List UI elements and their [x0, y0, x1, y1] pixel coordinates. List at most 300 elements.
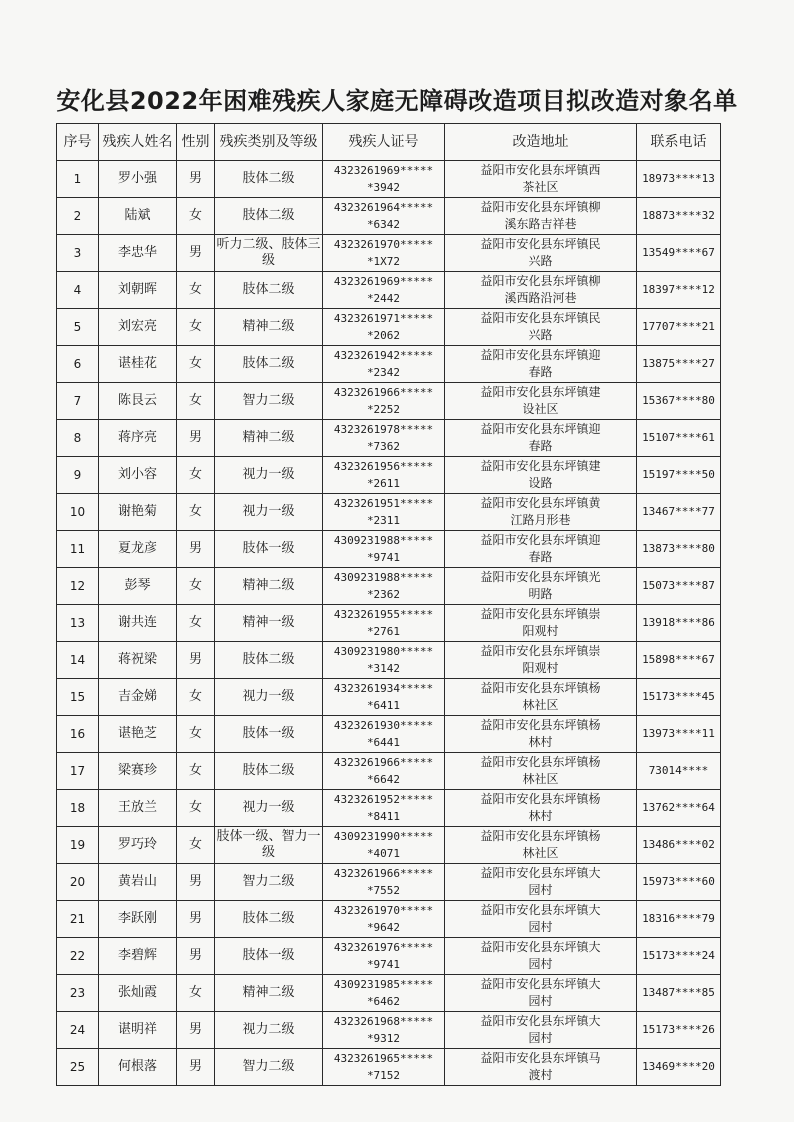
cell-certificate-number	[323, 420, 445, 457]
table-row	[57, 568, 721, 605]
table-row	[57, 1049, 721, 1086]
certificate-number-line-1: 4323261966*****	[333, 867, 434, 880]
cell-phone: 15898****67	[637, 642, 721, 679]
cell-phone: 13918****86	[637, 605, 721, 642]
cell-disability-type: 智力二级	[215, 864, 323, 901]
cell-address	[445, 938, 637, 975]
cell-certificate-number	[323, 198, 445, 235]
cell-address	[445, 420, 637, 457]
cell-disability-type: 肢体一级	[215, 938, 323, 975]
cell-sex: 女	[177, 827, 215, 864]
cell-name: 罗小强	[99, 161, 177, 198]
cell-disability-type: 视力二级	[215, 1012, 323, 1049]
cell-address	[445, 753, 637, 790]
cell-name: 王放兰	[99, 790, 177, 827]
cell-name: 谢共连	[99, 605, 177, 642]
cell-sex: 男	[177, 864, 215, 901]
table-row	[57, 642, 721, 679]
cell-certificate-number	[323, 383, 445, 420]
cell-serial-number: 25	[57, 1049, 99, 1086]
cell-disability-type: 肢体二级	[215, 642, 323, 679]
cell-serial-number: 11	[57, 531, 99, 568]
cell-phone: 18973****13	[637, 161, 721, 198]
address-line-1: 益阳市安化县东坪镇迎	[480, 533, 601, 547]
cell-certificate-number	[323, 1049, 445, 1086]
cell-disability-type: 肢体二级	[215, 753, 323, 790]
cell-certificate-number	[323, 975, 445, 1012]
table-row	[57, 827, 721, 864]
table-row	[57, 975, 721, 1012]
cell-address	[445, 864, 637, 901]
cell-disability-type: 听力二级、肢体三级	[215, 235, 323, 272]
table-row	[57, 716, 721, 753]
cell-serial-number: 20	[57, 864, 99, 901]
address-line-1: 益阳市安化县东坪镇杨	[480, 829, 601, 843]
table-header-row	[57, 124, 721, 161]
certificate-number-line-1: 4309231980*****	[333, 645, 434, 658]
cell-serial-number: 14	[57, 642, 99, 679]
table-row	[57, 605, 721, 642]
cell-serial-number: 23	[57, 975, 99, 1012]
address-line-2: 林社区	[522, 698, 559, 712]
certificate-number-line-2: *3942	[366, 181, 401, 194]
document-title: 安化县2022年困难残疾人家庭无障碍改造项目拟改造对象名单	[56, 87, 738, 115]
cell-phone: 73014****	[637, 753, 721, 790]
table-row	[57, 272, 721, 309]
table-row	[57, 309, 721, 346]
cell-phone: 18397****12	[637, 272, 721, 309]
cell-name: 刘小容	[99, 457, 177, 494]
cell-address	[445, 309, 637, 346]
certificate-number-line-1: 4309231985*****	[333, 978, 434, 991]
address-line-2: 园村	[528, 920, 553, 934]
cell-serial-number: 4	[57, 272, 99, 309]
certificate-number-line-1: 4323261976*****	[333, 941, 434, 954]
cell-sex: 男	[177, 161, 215, 198]
cell-address	[445, 642, 637, 679]
address-line-1: 益阳市安化县东坪镇大	[480, 866, 601, 880]
cell-serial-number: 16	[57, 716, 99, 753]
cell-disability-type: 肢体一级	[215, 531, 323, 568]
cell-certificate-number	[323, 309, 445, 346]
cell-name: 陈艮云	[99, 383, 177, 420]
cell-certificate-number	[323, 531, 445, 568]
header-name: 残疾人姓名	[99, 124, 177, 161]
cell-phone: 13467****77	[637, 494, 721, 531]
table-row	[57, 457, 721, 494]
cell-serial-number: 2	[57, 198, 99, 235]
address-line-2: 明路	[528, 587, 553, 601]
cell-certificate-number	[323, 272, 445, 309]
address-line-1: 益阳市安化县东坪镇崇	[480, 607, 601, 621]
address-line-1: 益阳市安化县东坪镇柳	[480, 274, 601, 288]
cell-certificate-number	[323, 457, 445, 494]
cell-certificate-number	[323, 938, 445, 975]
cell-name: 蒋祝梁	[99, 642, 177, 679]
cell-address	[445, 457, 637, 494]
cell-sex: 男	[177, 1012, 215, 1049]
cell-sex: 女	[177, 494, 215, 531]
cell-sex: 女	[177, 605, 215, 642]
cell-serial-number: 3	[57, 235, 99, 272]
cell-name: 梁赛珍	[99, 753, 177, 790]
table-row	[57, 938, 721, 975]
table-row	[57, 198, 721, 235]
table-row	[57, 1012, 721, 1049]
table-row	[57, 679, 721, 716]
header-disability-type: 残疾类别及等级	[215, 124, 323, 161]
address-line-1: 益阳市安化县东坪镇大	[480, 940, 601, 954]
header-phone: 联系电话	[637, 124, 721, 161]
cell-name: 陆斌	[99, 198, 177, 235]
certificate-number-line-1: 4323261964*****	[333, 201, 434, 214]
certificate-number-line-2: *3142	[366, 662, 401, 675]
certificate-number-line-1: 4323261956*****	[333, 460, 434, 473]
cell-disability-type: 精神一级	[215, 605, 323, 642]
address-line-2: 阳观村	[522, 624, 559, 638]
certificate-number-line-1: 4323261942*****	[333, 349, 434, 362]
address-line-2: 林村	[528, 735, 553, 749]
certificate-number-line-1: 4323261969*****	[333, 275, 434, 288]
cell-address	[445, 605, 637, 642]
cell-phone: 15107****61	[637, 420, 721, 457]
cell-sex: 女	[177, 975, 215, 1012]
cell-certificate-number	[323, 161, 445, 198]
table-row	[57, 753, 721, 790]
address-line-1: 益阳市安化县东坪镇建	[480, 459, 601, 473]
certificate-number-line-1: 4309231990*****	[333, 830, 434, 843]
cell-name: 吉金娣	[99, 679, 177, 716]
cell-certificate-number	[323, 864, 445, 901]
certificate-number-line-1: 4323261951*****	[333, 497, 434, 510]
certificate-number-line-1: 4323261952*****	[333, 793, 434, 806]
cell-certificate-number	[323, 827, 445, 864]
cell-name: 谌艳芝	[99, 716, 177, 753]
cell-serial-number: 22	[57, 938, 99, 975]
cell-certificate-number	[323, 753, 445, 790]
address-line-2: 阳观村	[522, 661, 559, 675]
certificate-number-line-2: *2342	[366, 366, 401, 379]
cell-address	[445, 827, 637, 864]
certificate-number-line-2: *8411	[366, 810, 401, 823]
cell-phone: 13873****80	[637, 531, 721, 568]
cell-sex: 女	[177, 568, 215, 605]
cell-certificate-number	[323, 901, 445, 938]
address-line-2: 茶社区	[522, 180, 559, 194]
cell-sex: 女	[177, 457, 215, 494]
cell-sex: 女	[177, 198, 215, 235]
certificate-number-line-2: *7152	[366, 1069, 401, 1082]
cell-phone: 13469****20	[637, 1049, 721, 1086]
cell-phone: 18873****32	[637, 198, 721, 235]
address-line-2: 园村	[528, 994, 553, 1008]
certificate-number-line-1: 4323261978*****	[333, 423, 434, 436]
certificate-number-line-1: 4323261970*****	[333, 904, 434, 917]
cell-serial-number: 12	[57, 568, 99, 605]
cell-serial-number: 15	[57, 679, 99, 716]
cell-address	[445, 531, 637, 568]
cell-disability-type: 肢体一级	[215, 716, 323, 753]
cell-certificate-number	[323, 568, 445, 605]
certificate-number-line-2: *9741	[366, 551, 401, 564]
certificate-number-line-1: 4323261966*****	[333, 386, 434, 399]
table-row	[57, 901, 721, 938]
cell-address	[445, 272, 637, 309]
certificate-number-line-1: 4323261934*****	[333, 682, 434, 695]
address-line-2: 渡村	[528, 1068, 553, 1082]
table-row	[57, 790, 721, 827]
cell-name: 谢艳菊	[99, 494, 177, 531]
cell-name: 蒋序亮	[99, 420, 177, 457]
address-line-2: 林村	[528, 809, 553, 823]
cell-name: 李碧辉	[99, 938, 177, 975]
cell-name: 李跃刚	[99, 901, 177, 938]
address-line-1: 益阳市安化县东坪镇柳	[480, 200, 601, 214]
cell-certificate-number	[323, 642, 445, 679]
address-line-1: 益阳市安化县东坪镇大	[480, 977, 601, 991]
cell-serial-number: 9	[57, 457, 99, 494]
certificate-number-line-2: *2062	[366, 329, 401, 342]
cell-serial-number: 1	[57, 161, 99, 198]
cell-name: 何根落	[99, 1049, 177, 1086]
cell-sex: 女	[177, 309, 215, 346]
cell-name: 谌明祥	[99, 1012, 177, 1049]
cell-sex: 男	[177, 938, 215, 975]
cell-certificate-number	[323, 605, 445, 642]
cell-sex: 男	[177, 420, 215, 457]
certificate-number-line-2: *2611	[366, 477, 401, 490]
cell-address	[445, 568, 637, 605]
cell-phone: 15173****24	[637, 938, 721, 975]
address-line-1: 益阳市安化县东坪镇大	[480, 1014, 601, 1028]
cell-disability-type: 精神二级	[215, 975, 323, 1012]
cell-name: 刘宏亮	[99, 309, 177, 346]
header-certificate-number: 残疾人证号	[323, 124, 445, 161]
cell-phone: 17707****21	[637, 309, 721, 346]
address-line-1: 益阳市安化县东坪镇杨	[480, 681, 601, 695]
certificate-number-line-1: 4323261930*****	[333, 719, 434, 732]
certificate-number-line-2: *4071	[366, 847, 401, 860]
certificate-number-line-1: 4309231988*****	[333, 571, 434, 584]
cell-disability-type: 肢体二级	[215, 198, 323, 235]
cell-phone: 13487****85	[637, 975, 721, 1012]
cell-serial-number: 10	[57, 494, 99, 531]
address-line-2: 林社区	[522, 772, 559, 786]
address-line-1: 益阳市安化县东坪镇黄	[480, 496, 601, 510]
address-line-2: 林社区	[522, 846, 559, 860]
address-line-1: 益阳市安化县东坪镇崇	[480, 644, 601, 658]
header-sex: 性别	[177, 124, 215, 161]
certificate-number-line-2: *2362	[366, 588, 401, 601]
cell-phone: 15973****60	[637, 864, 721, 901]
cell-sex: 男	[177, 901, 215, 938]
table-row	[57, 420, 721, 457]
cell-serial-number: 13	[57, 605, 99, 642]
address-line-1: 益阳市安化县东坪镇民	[480, 237, 601, 251]
cell-sex: 女	[177, 383, 215, 420]
cell-sex: 女	[177, 272, 215, 309]
cell-address	[445, 494, 637, 531]
address-line-1: 益阳市安化县东坪镇大	[480, 903, 601, 917]
address-line-1: 益阳市安化县东坪镇马	[480, 1051, 601, 1065]
address-line-2: 兴路	[528, 328, 553, 342]
cell-certificate-number	[323, 235, 445, 272]
certificate-number-line-2: *9741	[366, 958, 401, 971]
cell-serial-number: 8	[57, 420, 99, 457]
certificate-number-line-2: *2311	[366, 514, 401, 527]
cell-disability-type: 肢体二级	[215, 346, 323, 383]
cell-sex: 男	[177, 235, 215, 272]
cell-certificate-number	[323, 346, 445, 383]
cell-phone: 13486****02	[637, 827, 721, 864]
certificate-number-line-2: *6642	[366, 773, 401, 786]
address-line-1: 益阳市安化县东坪镇西	[480, 163, 601, 177]
cell-certificate-number	[323, 716, 445, 753]
certificate-number-line-2: *1X72	[366, 255, 401, 268]
cell-disability-type: 肢体二级	[215, 901, 323, 938]
cell-serial-number: 17	[57, 753, 99, 790]
address-line-1: 益阳市安化县东坪镇杨	[480, 755, 601, 769]
cell-address	[445, 235, 637, 272]
certificate-number-line-2: *7362	[366, 440, 401, 453]
cell-disability-type: 肢体一级、智力一级	[215, 827, 323, 864]
cell-address	[445, 198, 637, 235]
cell-serial-number: 24	[57, 1012, 99, 1049]
address-line-2: 春路	[528, 365, 553, 379]
cell-certificate-number	[323, 679, 445, 716]
header-serial-number: 序号	[57, 124, 99, 161]
cell-sex: 女	[177, 716, 215, 753]
cell-serial-number: 7	[57, 383, 99, 420]
cell-address	[445, 679, 637, 716]
cell-phone: 15173****45	[637, 679, 721, 716]
cell-sex: 男	[177, 1049, 215, 1086]
cell-address	[445, 716, 637, 753]
address-line-1: 益阳市安化县东坪镇杨	[480, 718, 601, 732]
cell-disability-type: 视力一级	[215, 457, 323, 494]
cell-address	[445, 901, 637, 938]
cell-address	[445, 975, 637, 1012]
cell-name: 罗巧玲	[99, 827, 177, 864]
cell-certificate-number	[323, 790, 445, 827]
cell-phone: 13762****64	[637, 790, 721, 827]
address-line-1: 益阳市安化县东坪镇建	[480, 385, 601, 399]
cell-name: 彭琴	[99, 568, 177, 605]
cell-name: 李忠华	[99, 235, 177, 272]
cell-sex: 女	[177, 790, 215, 827]
certificate-number-line-2: *6342	[366, 218, 401, 231]
recipient-table	[56, 123, 721, 1086]
cell-disability-type: 肢体二级	[215, 161, 323, 198]
certificate-number-line-1: 4323261965*****	[333, 1052, 434, 1065]
cell-serial-number: 6	[57, 346, 99, 383]
table-row	[57, 864, 721, 901]
table-row	[57, 383, 721, 420]
address-line-2: 溪东路吉祥巷	[504, 217, 577, 231]
address-line-2: 设社区	[522, 402, 559, 416]
cell-phone: 13875****27	[637, 346, 721, 383]
cell-disability-type: 视力一级	[215, 790, 323, 827]
address-line-2: 兴路	[528, 254, 553, 268]
cell-sex: 男	[177, 642, 215, 679]
cell-disability-type: 精神二级	[215, 420, 323, 457]
cell-phone: 15173****26	[637, 1012, 721, 1049]
table-row	[57, 235, 721, 272]
cell-disability-type: 精神二级	[215, 568, 323, 605]
certificate-number-line-1: 4323261970*****	[333, 238, 434, 251]
address-line-1: 益阳市安化县东坪镇杨	[480, 792, 601, 806]
cell-serial-number: 21	[57, 901, 99, 938]
certificate-number-line-2: *9642	[366, 921, 401, 934]
certificate-number-line-2: *2761	[366, 625, 401, 638]
cell-address	[445, 161, 637, 198]
cell-address	[445, 1012, 637, 1049]
certificate-number-line-1: 4323261955*****	[333, 608, 434, 621]
cell-name: 黄岩山	[99, 864, 177, 901]
address-line-2: 园村	[528, 957, 553, 971]
cell-address	[445, 790, 637, 827]
cell-sex: 男	[177, 531, 215, 568]
certificate-number-line-1: 4323261971*****	[333, 312, 434, 325]
address-line-1: 益阳市安化县东坪镇迎	[480, 348, 601, 362]
cell-certificate-number	[323, 494, 445, 531]
address-line-2: 园村	[528, 1031, 553, 1045]
address-line-2: 江路月形巷	[510, 513, 571, 527]
certificate-number-line-2: *6411	[366, 699, 401, 712]
cell-name: 张灿霞	[99, 975, 177, 1012]
cell-address	[445, 346, 637, 383]
certificate-number-line-2: *6462	[366, 995, 401, 1008]
cell-phone: 13549****67	[637, 235, 721, 272]
certificate-number-line-1: 4323261966*****	[333, 756, 434, 769]
cell-name: 夏龙彦	[99, 531, 177, 568]
cell-phone: 13973****11	[637, 716, 721, 753]
cell-phone: 15367****80	[637, 383, 721, 420]
cell-phone: 15197****50	[637, 457, 721, 494]
address-line-1: 益阳市安化县东坪镇民	[480, 311, 601, 325]
certificate-number-line-1: 4323261968*****	[333, 1015, 434, 1028]
address-line-1: 益阳市安化县东坪镇光	[480, 570, 601, 584]
cell-disability-type: 视力一级	[215, 679, 323, 716]
cell-sex: 女	[177, 753, 215, 790]
certificate-number-line-2: *2252	[366, 403, 401, 416]
address-line-2: 春路	[528, 439, 553, 453]
cell-phone: 18316****79	[637, 901, 721, 938]
table-row	[57, 346, 721, 383]
certificate-number-line-1: 4309231988*****	[333, 534, 434, 547]
address-line-2: 溪西路沿河巷	[504, 291, 577, 305]
table-row	[57, 531, 721, 568]
cell-sex: 女	[177, 346, 215, 383]
cell-sex: 女	[177, 679, 215, 716]
address-line-1: 益阳市安化县东坪镇迎	[480, 422, 601, 436]
cell-serial-number: 18	[57, 790, 99, 827]
cell-disability-type: 智力二级	[215, 383, 323, 420]
address-line-2: 园村	[528, 883, 553, 897]
certificate-number-line-2: *6441	[366, 736, 401, 749]
certificate-number-line-2: *7552	[366, 884, 401, 897]
header-address: 改造地址	[445, 124, 637, 161]
cell-address	[445, 383, 637, 420]
address-line-2: 春路	[528, 550, 553, 564]
cell-name: 刘朝晖	[99, 272, 177, 309]
cell-disability-type: 精神二级	[215, 309, 323, 346]
cell-phone: 15073****87	[637, 568, 721, 605]
table-row	[57, 494, 721, 531]
cell-certificate-number	[323, 1012, 445, 1049]
cell-disability-type: 智力二级	[215, 1049, 323, 1086]
table-row	[57, 161, 721, 198]
